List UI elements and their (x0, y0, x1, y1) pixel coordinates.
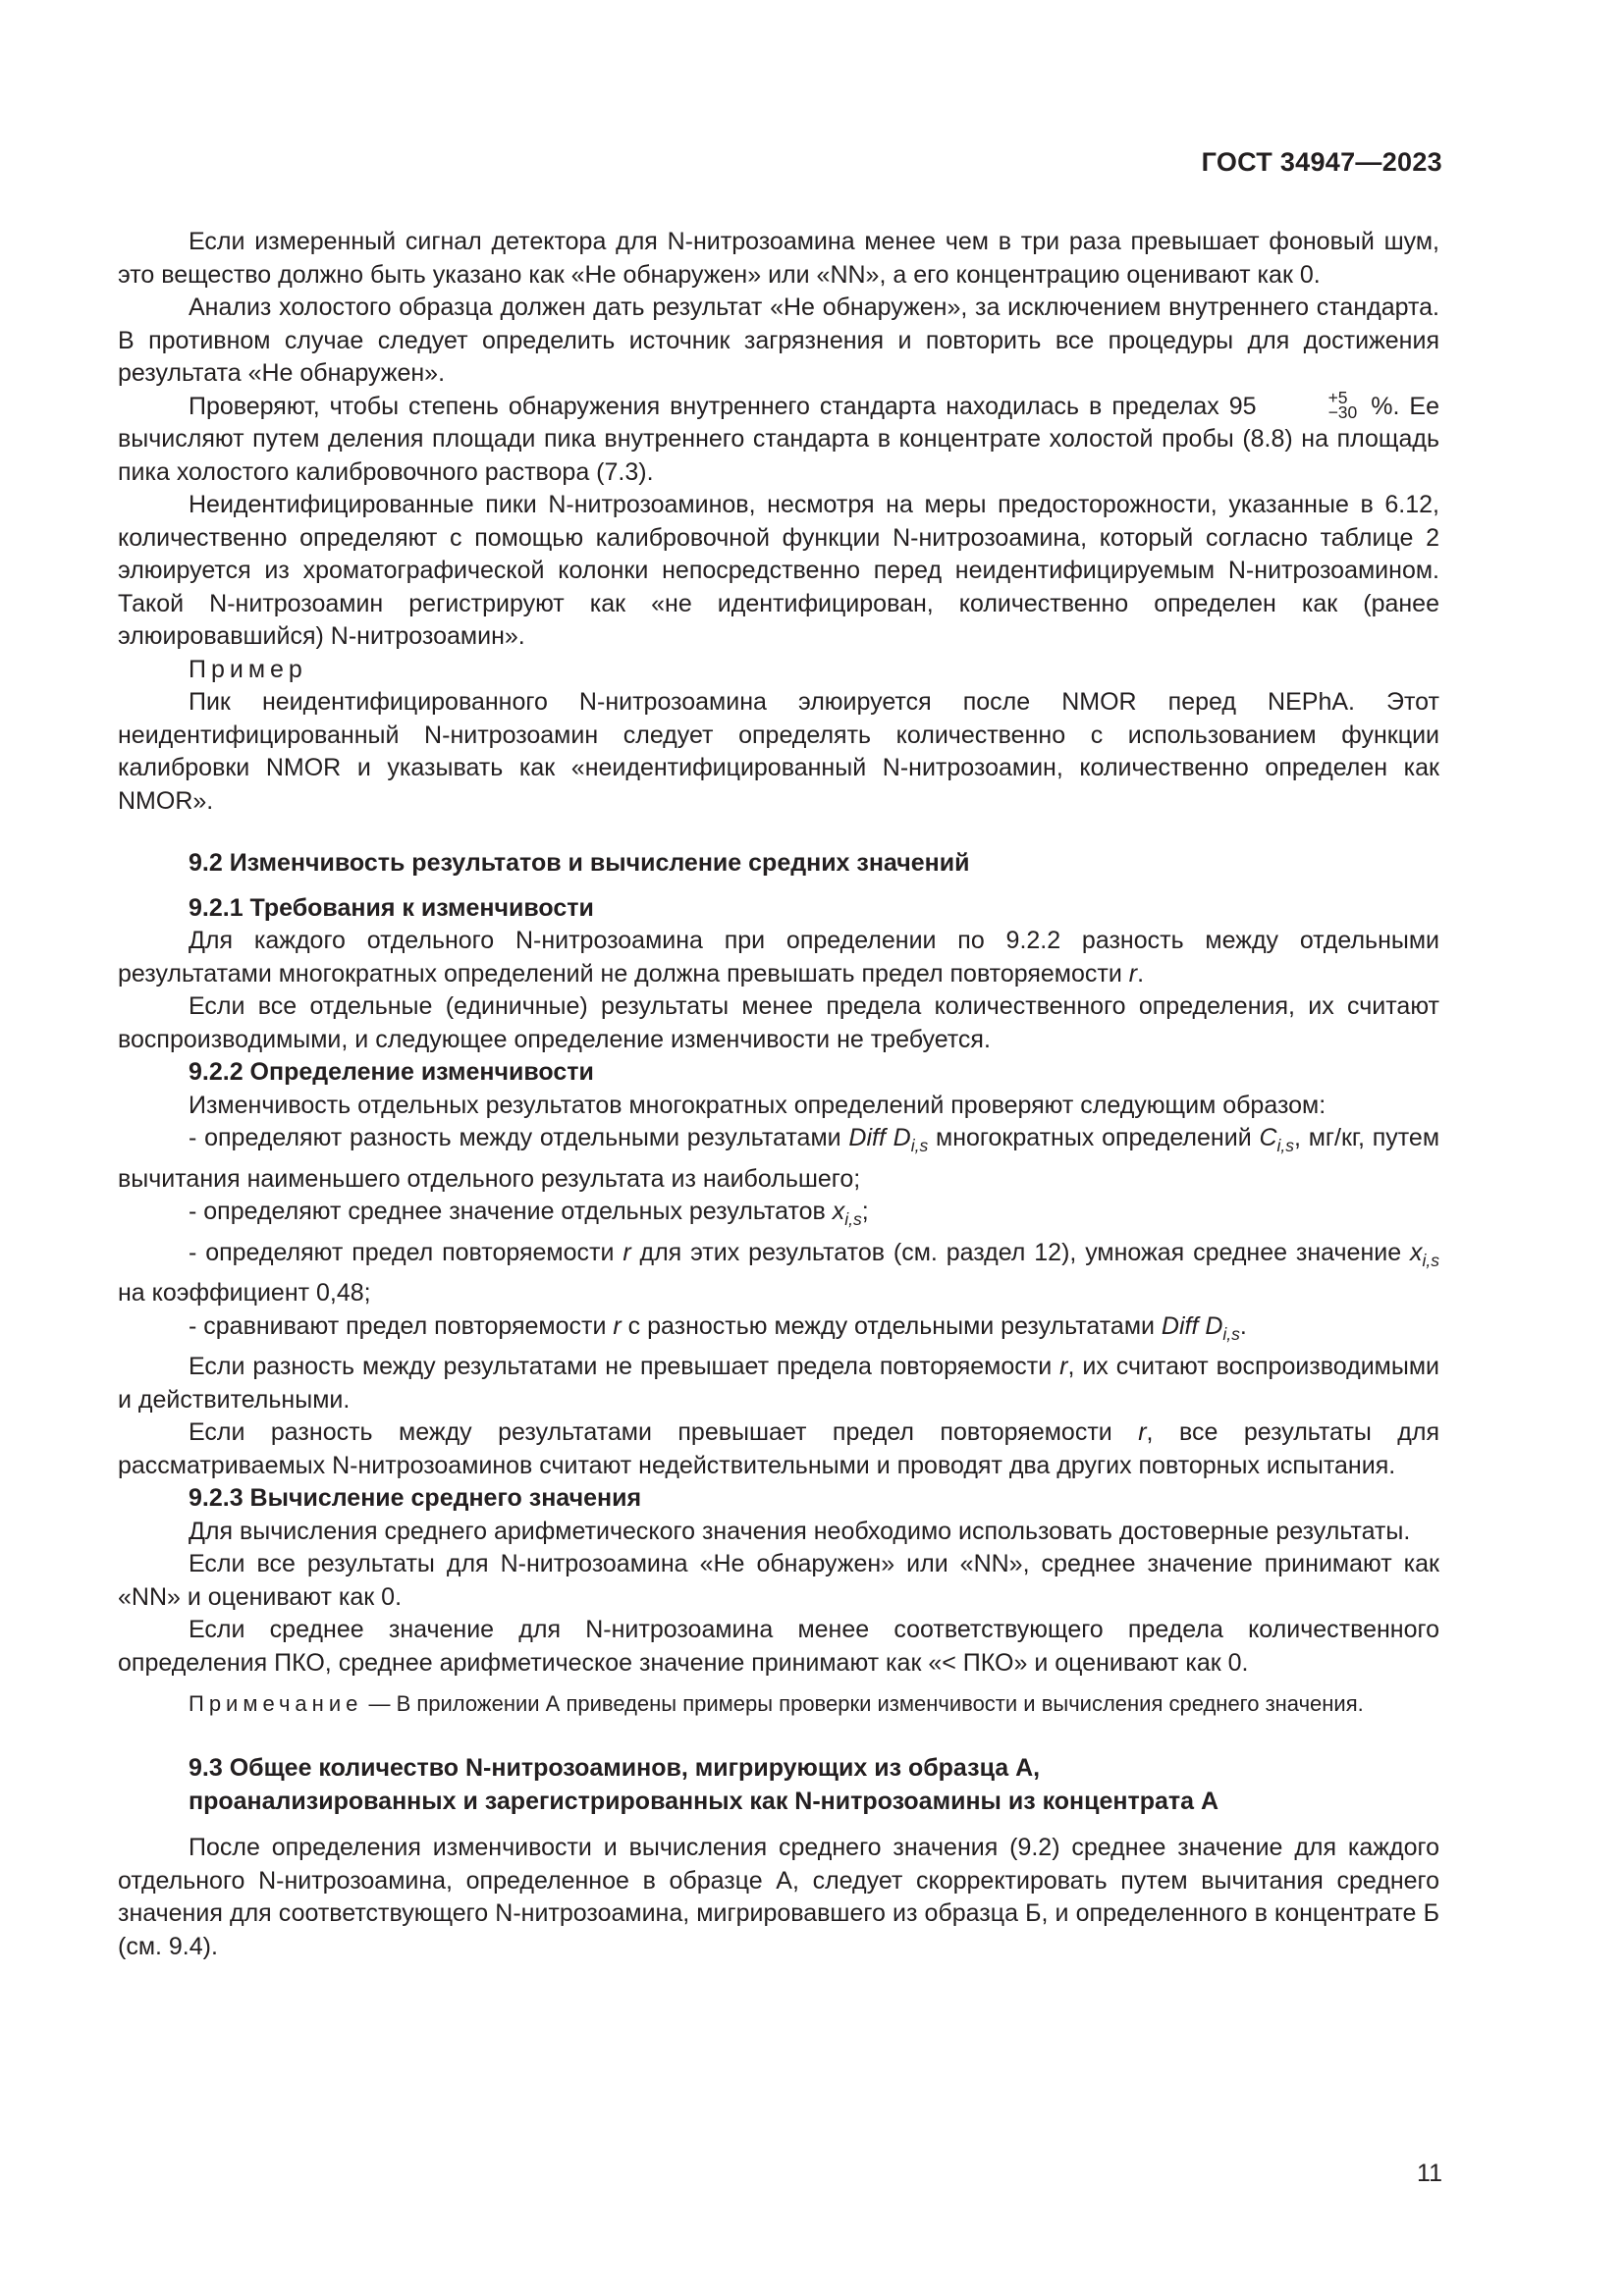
section-9-3-heading: 9.3 Общее количество N-нитрозоаминов, мигрирующих из образца А, проанализированных и зарегистрированных как N-нитрозоамины из концентрата А (189, 1754, 1219, 1815)
paragraph-9-2-1-below-loq: Если все отдельные (единичные) результаты менее предела количественного определения, их считают воспроизводимыми, и следующее определение изменчивости не требуется. (118, 992, 1439, 1053)
paragraph-9-2-1-limit: Для каждого отдельного N-нитрозоамина при определении по 9.2.2 разность между отдельными результатами многократных определений не должна превышать предел повторяемости r. (118, 927, 1439, 988)
section-9-2-2-heading: 9.2.2 Определение изменчивости (189, 1058, 594, 1086)
list-item: - определяют среднее значение отдельных результатов $x_{i,s}$; (189, 1198, 869, 1229)
list-item: - определяют предел повторяемости r для этих результатов (см. раздел 12), умножая среднее значение $x_{i,s}$ на коэффициент 0,48; (118, 1238, 1440, 1307)
paragraph-recovery-range: Проверяют, чтобы степень обнаружения внутреннего стандарта находилась в пределах 95 +5 −30 %. Ее вычисляют путем деления площади пика внутреннего стандарта в концентрате холостой пробы (8.8) на площадь пика холостого калибровочного раствора (7.3). (118, 387, 1439, 486)
paragraph-9-2-3-below-loq: Если среднее значение для N-нитрозоамина менее соответствующего предела количественного определения ПКО, среднее арифметическое значение принимают как «< ПКО» и оценивают как 0. (118, 1616, 1439, 1677)
example-text: Пик неидентифицированного N-нитрозоамина элюируется после NMOR перед NEPhA. Этот неидентифицированный N-нитрозоамин следует определять количественно с использованием функции калибровки NMOR и указывать как «неидентифицированный N-нитрозоамин, количественно определен как NMOR». (118, 688, 1439, 815)
page-number: 11 (1417, 2160, 1442, 2187)
tolerance-superscript-subscript: +5 −30 (1327, 387, 1358, 422)
paragraph-9-3-correction: После определения изменчивости и вычисления среднего значения (9.2) среднее значение для каждого отдельного N-нитрозоамина, определенное в образце А, следует скорректировать путем вычитания среднего значения для соответствующего N-нитрозоамина, мигрировавшего из образца Б, и определенного в концентрате Б (см. 9.4). (118, 1834, 1439, 1960)
section-9-2-heading: 9.2 Изменчивость результатов и вычисление средних значений (189, 849, 970, 877)
paragraph-9-2-3-not-detected: Если все результаты для N-нитрозоамина «Не обнаружен» или «NN», среднее значение принимают как «NN» и оценивают как 0. (118, 1550, 1439, 1611)
document-body (118, 226, 1439, 1963)
list-item: - определяют разность между отдельными результатами Diff $D_{i,s}$ многократных определений $C_{i,s}$, мг/кг, путем вычитания наименьшего отдельного результата из наибольшего; (118, 1124, 1440, 1193)
paragraph-detection-signal: Если измеренный сигнал детектора для N-нитрозоамина менее чем в три раза превышает фоновый шум, это вещество должно быть указано как «Не обнаружен» или «NN», а его концентрацию оценивают как 0. (118, 228, 1439, 289)
section-9-2-3-heading: 9.2.3 Вычисление среднего значения (189, 1484, 642, 1512)
section-9-2-1-heading: 9.2.1 Требования к изменчивости (189, 893, 594, 922)
note: Примечание — В приложении А приведены примеры проверки изменчивости и вычисления среднего значения. (189, 1691, 1364, 1716)
paragraph-9-2-2-invalid: Если разность между результатами превышает предел повторяемости r, все результаты для рассматриваемых N-нитрозоаминов считают недействительными и проводят два других повторных испытания. (118, 1418, 1439, 1479)
paragraph-9-2-2-intro: Изменчивость отдельных результатов многократных определений проверяют следующим образом: (189, 1091, 1326, 1119)
document-number-header: ГОСТ 34947—2023 (1201, 147, 1442, 177)
note-label: Примечание (189, 1691, 363, 1716)
paragraph-blank-sample: Анализ холостого образца должен дать результат «Не обнаружен», за исключением внутреннего стандарта. В противном случае следует определить источник загрязнения и повторить все процедуры для достижения результата «Не обнаружен». (118, 294, 1439, 387)
paragraph-9-2-3-reliable: Для вычисления среднего арифметического значения необходимо использовать достоверные результаты. (189, 1517, 1411, 1545)
list-item: - сравнивают предел повторяемости r с разностью между отдельными результатами Diff $D_{i,s}$. (189, 1311, 1247, 1344)
paragraph-unidentified-peaks: Неидентифицированные пики N-нитрозоаминов, несмотря на меры предосторожности, указанные в 6.12, количественно определяют с помощью калибровочной функции N-нитрозоамина, который согласно таблице 2 элюируется из хроматографической колонки непосредственно перед неидентифицируемым N-нитрозоамином. Такой N-нитрозоамин регистрируют как «не идентифицирован, количественно определен как (ранее элюировавшийся) N-нитрозоамин». (118, 491, 1439, 650)
example-label: Пример (189, 655, 307, 683)
paragraph-9-2-2-valid: Если разность между результатами не превышает предела повторяемости r, их считают воспроизводимыми и действительными. (118, 1353, 1439, 1414)
